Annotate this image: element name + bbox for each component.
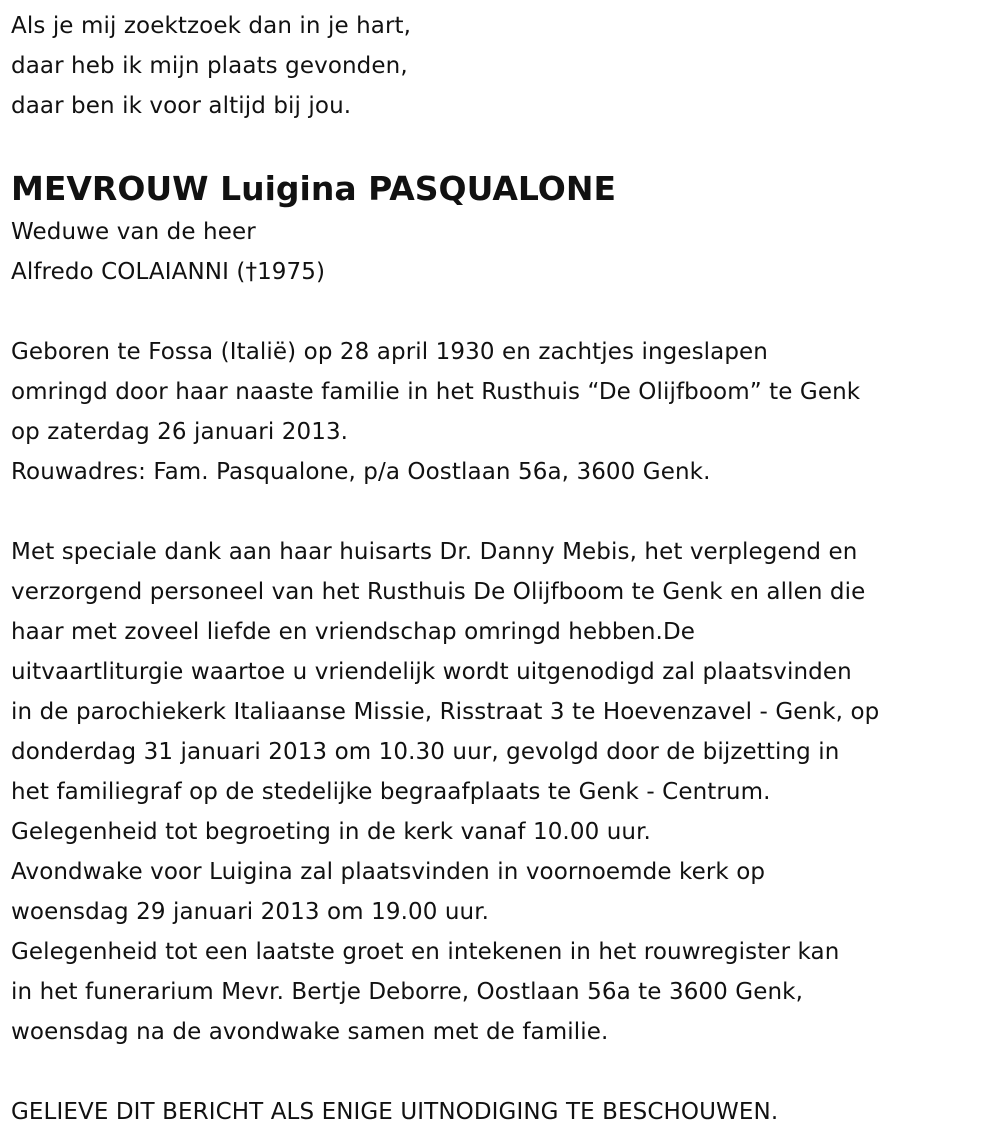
cross-icon: † bbox=[245, 259, 258, 285]
text-line: Gelegenheid tot een laatste groet en intekenen in het rouwregister kan bbox=[11, 939, 840, 965]
text-line: uitvaartliturgie waartoe u vriendelijk wordt uitgenodigd zal plaatsvinden bbox=[11, 659, 852, 685]
poem-line: daar heb ik mijn plaats gevonden, bbox=[11, 53, 408, 79]
thanks-and-funeral-section bbox=[11, 532, 996, 1052]
spouse-death-year: 1975) bbox=[257, 259, 326, 285]
text-line: verzorgend personeel van het Rusthuis De Olijfboom te Genk en allen die bbox=[11, 579, 866, 605]
text-line: in de parochiekerk Italiaanse Missie, Risstraat 3 te Hoevenzavel - Genk, op bbox=[11, 699, 880, 725]
text-line: haar met zoveel liefde en vriendschap omringd hebben.De bbox=[11, 619, 696, 645]
closing-notice: GELIEVE DIT BERICHT ALS ENIGE UITNODIGING TE BESCHOUWEN. bbox=[11, 1099, 779, 1125]
text-line: woensdag na de avondwake samen met de familie. bbox=[11, 1019, 609, 1045]
text-line: Avondwake voor Luigina zal plaatsvinden in voornoemde kerk op bbox=[11, 859, 766, 885]
poem-line: daar ben ik voor altijd bij jou. bbox=[11, 93, 352, 119]
text-line: woensdag 29 januari 2013 om 19.00 uur. bbox=[11, 899, 490, 925]
text-line: in het funerarium Mevr. Bertje Deborre, Oostlaan 56a te 3600 Genk, bbox=[11, 979, 803, 1005]
obituary-notice bbox=[11, 0, 996, 1132]
spacer bbox=[11, 492, 996, 532]
text-line: donderdag 31 januari 2013 om 10.30 uur, gevolgd door de bijzetting in bbox=[11, 739, 840, 765]
text-line: omringd door haar naaste familie in het Rusthuis “De Olijfboom” te Genk bbox=[11, 379, 861, 405]
birth-and-death-section bbox=[11, 332, 996, 492]
widow-line: Weduwe van de heer bbox=[11, 219, 256, 245]
spouse-line bbox=[11, 252, 996, 292]
spouse-name: Alfredo COLAIANNI ( bbox=[11, 259, 246, 285]
spacer bbox=[11, 1052, 996, 1092]
spacer bbox=[11, 292, 996, 332]
text-line: Geboren te Fossa (Italië) op 28 april 1930 en zachtjes ingeslapen bbox=[11, 339, 768, 365]
text-line: Gelegenheid tot begroeting in de kerk vanaf 10.00 uur. bbox=[11, 819, 651, 845]
text-line: Met speciale dank aan haar huisarts Dr. Danny Mebis, het verplegend en bbox=[11, 539, 858, 565]
poem-line: Als je mij zoektzoek dan in je hart, bbox=[11, 13, 412, 39]
deceased-name-title: MEVROUW Luigina PASQUALONE bbox=[11, 169, 616, 208]
poem bbox=[11, 6, 996, 126]
mourning-address: Rouwadres: Fam. Pasqualone, p/a Oostlaan 56a, 3600 Genk. bbox=[11, 459, 711, 485]
text-line: het familiegraf op de stedelijke begraafplaats te Genk - Centrum. bbox=[11, 779, 771, 805]
text-line: op zaterdag 26 januari 2013. bbox=[11, 419, 349, 445]
